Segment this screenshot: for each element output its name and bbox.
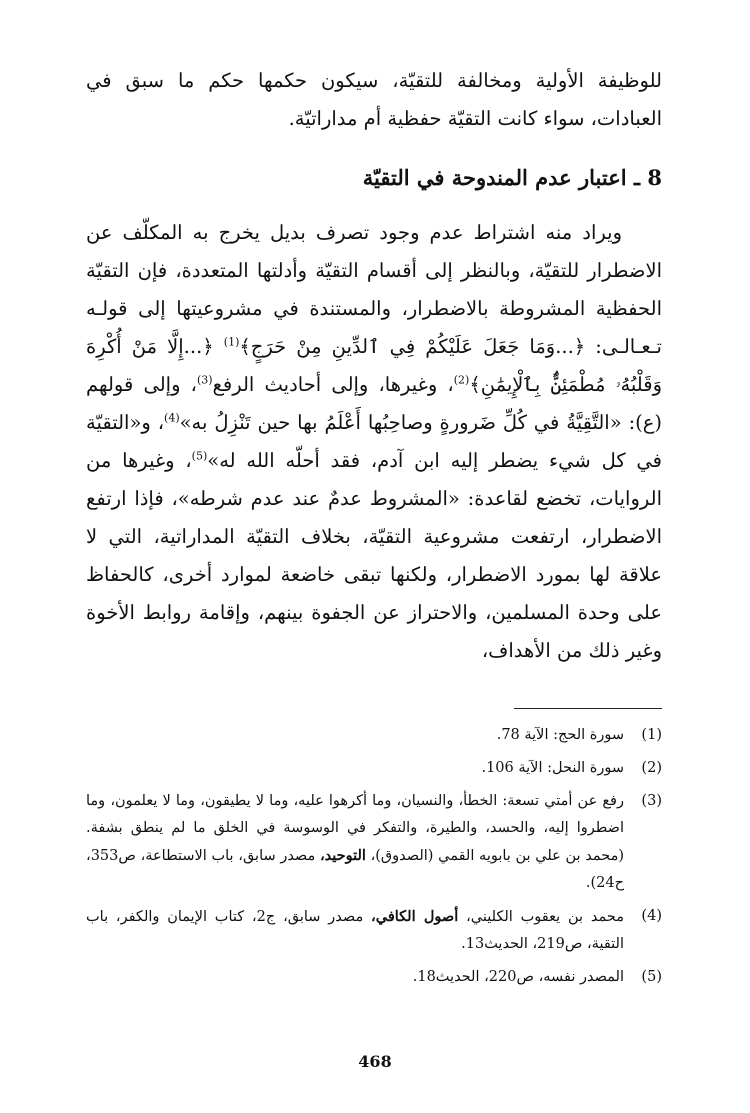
book-title: أصول الكافي، bbox=[371, 908, 459, 925]
section-heading: 8 ـ اعتبار عدم المندوحة في التقيّة bbox=[362, 165, 662, 190]
text-segment: ، و«التقيّة في كل شيء يضطر إليه ابن آدم، فقد أحلّه الله له» bbox=[86, 411, 662, 472]
footnote-ref-4[interactable]: (4) bbox=[164, 411, 180, 425]
footnote-number: (1) bbox=[641, 727, 662, 743]
footnote-text-part: رفع عن أمتي تسعة: الخطأ، والنسيان، وما أكرهوا عليه، وما لا يطيقون، وما لا يعلمون، وما اضطروا إليه، والحسد، والطيرة، والتفكر في الوسوسة في الخلق ما لم ينطق بشفة. (محمد بن علي بن بابويه القمي (الصدوق)، bbox=[86, 793, 624, 864]
text-segment: ، وإلى قولهم (ع): «التَّقِيَّةُ في كُلِّ ضَرورةٍ وصاحِبُها أَعْلَمُ بها حين تَنْزِلُ به» bbox=[86, 373, 662, 434]
footnote-text: سورة النحل: الآية 106. bbox=[481, 760, 624, 776]
footnote-text bbox=[86, 788, 624, 897]
footnote-5 bbox=[86, 964, 662, 991]
footnote-number: (5) bbox=[641, 969, 662, 985]
footnote-text: المصدر نفسه، ص220، الحديث18. bbox=[412, 969, 624, 985]
intro-paragraph: للوظيفة الأولية ومخالفة للتقيّة، سيكون حكمها حكم ما سبق في العبادات، سواء كانت التقيّة حفظية أم مداراتيّة. bbox=[86, 69, 662, 130]
footnote-text-part: مصدر سابق، باب الاستطاعة، ص353، ح24). bbox=[86, 848, 624, 891]
footnote-text-part: محمد بن يعقوب الكليني، bbox=[458, 909, 624, 925]
footnote-number: (4) bbox=[641, 908, 662, 924]
footnote-number: (2) bbox=[641, 760, 662, 776]
text-segment: ، وغيرها من الروايات، تخضع لقاعدة: «المشروط عدمٌ عند عدم شرطه»، فإذا ارتفع الاضطرار، ارتفعت مشروعية التقيّة، بخلاف التقيّة المداراتية، التي لا علاقة لها بمورد الاضطرار، ولكنها تبقى خاضعة لموارد أخرى، كالحفاظ على وحدة المسلمين، والاحتراز عن الجفوة بينهم، وإقامة روابط الأخوة وغير ذلك من الأهداف، bbox=[86, 449, 662, 662]
footnote-text bbox=[86, 903, 624, 958]
page-number: 468 bbox=[358, 1052, 392, 1071]
footnote-2 bbox=[86, 755, 662, 782]
footnote-divider bbox=[514, 708, 662, 709]
footnote-text-part: مصدر سابق، ج2، كتاب الإيمان والكفر، باب التقية، ص219، الحديث13. bbox=[86, 909, 624, 952]
footnote-ref-1[interactable]: (1) bbox=[223, 335, 240, 349]
footnote-ref-3[interactable]: (3) bbox=[196, 373, 213, 387]
footnote-ref-2[interactable]: (2) bbox=[453, 373, 470, 387]
footnote-text: سورة الحج: الآية 78. bbox=[496, 727, 624, 743]
footnote-1 bbox=[86, 722, 662, 749]
main-paragraph bbox=[86, 214, 662, 670]
footnotes bbox=[86, 722, 662, 997]
text-segment: ، وغيرها، وإلى أحاديث الرفع bbox=[212, 373, 454, 396]
text-segment: ويراد منه اشتراط عدم وجود تصرف بديل يخرج به المكلّف عن الاضطرار للتقيّة، وبالنظر إلى أقسام التقيّة وأدلتها المتعددة، فإن التقيّة الحفظية المشروطة بالاضطرار، والمستندة في مشروعيتها إلى قولـه تـعـالـى: ﴿...وَمَا جَعَلَ عَلَيْكُمْ فِي ٱلدِّينِ مِنْ حَرَجٍ﴾ bbox=[86, 221, 662, 358]
footnote-number: (3) bbox=[641, 793, 662, 809]
text-segment: ﴿...إِلَّا مَنْ أُكْرِهَ وَقَلْبُهُۥ مُطْمَئِنٌّۢ بِٱلْإِيمَٰنِ﴾ bbox=[86, 335, 663, 396]
book-title: التوحيد، bbox=[319, 847, 366, 864]
footnote-3 bbox=[86, 788, 662, 897]
footnote-4 bbox=[86, 903, 662, 958]
footnote-ref-5[interactable]: (5) bbox=[191, 449, 208, 463]
page-body bbox=[86, 62, 662, 670]
